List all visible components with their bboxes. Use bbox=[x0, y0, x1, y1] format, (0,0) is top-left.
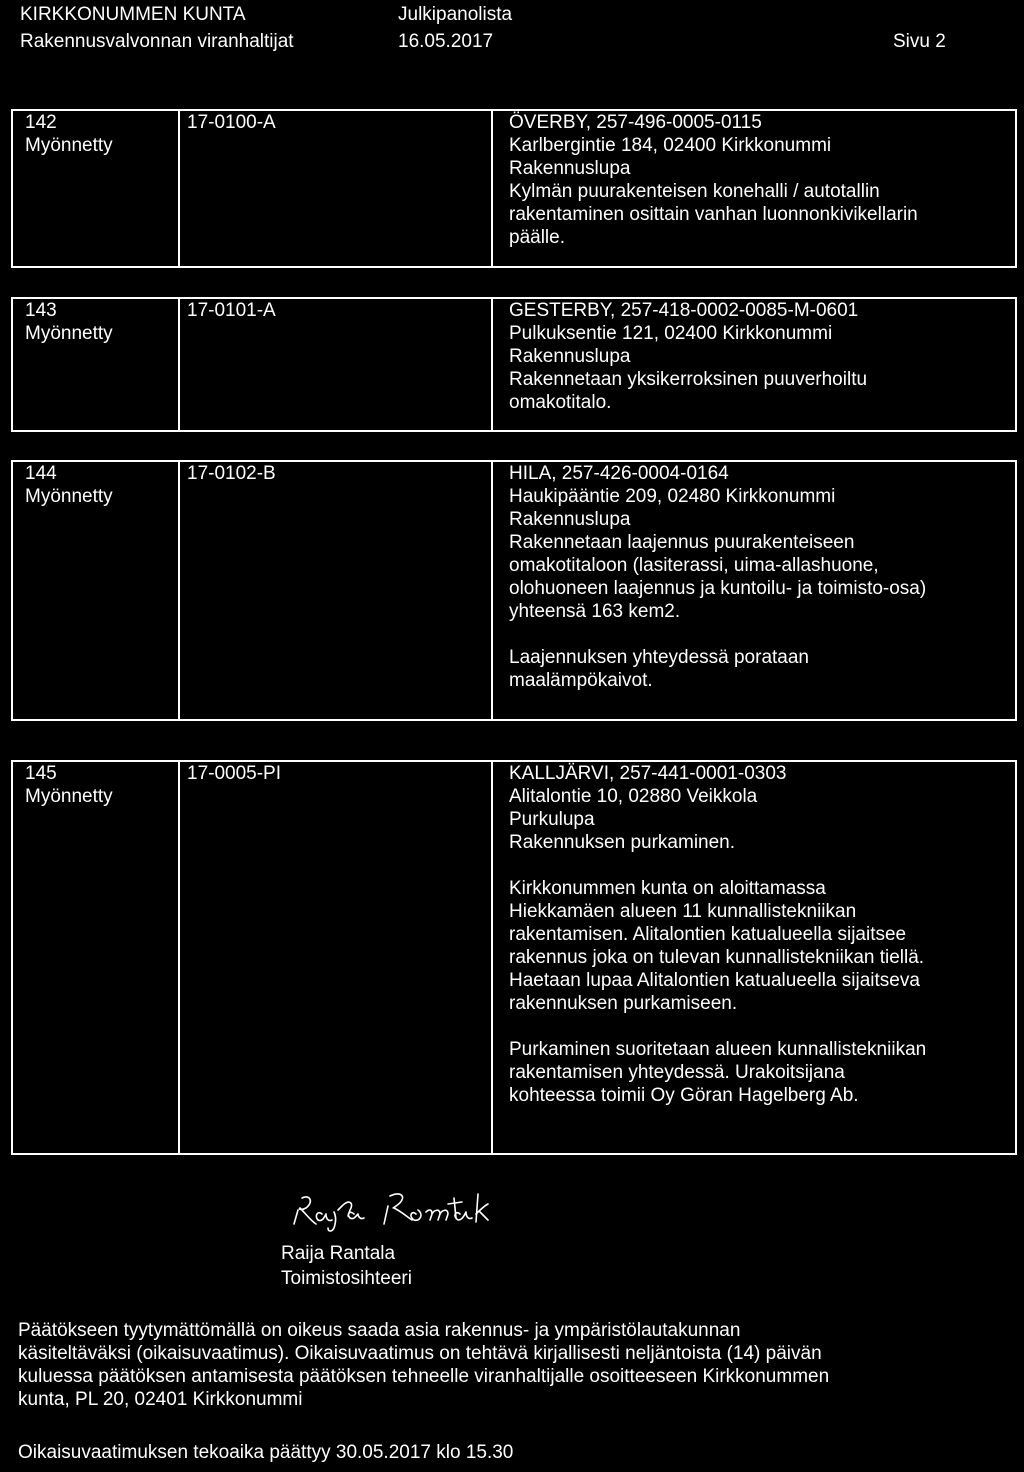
description-line: Rakennuksen purkaminen. bbox=[509, 832, 736, 853]
case-code: 17-0100-A bbox=[187, 112, 276, 133]
appeal-line: käsiteltäväksi (oikaisuvaatimus). Oikaisuvaatimus on tehtävä kirjallisesti neljäntoista (14) päivän bbox=[18, 1343, 822, 1364]
permit-type: Purkulupa bbox=[509, 809, 595, 830]
case-details bbox=[509, 462, 1014, 692]
permit-type: Rakennuslupa bbox=[509, 158, 631, 179]
header-org: KIRKKONUMMEN KUNTA bbox=[20, 4, 246, 25]
description-line: maalämpökaivot. bbox=[509, 670, 653, 691]
blank-line bbox=[509, 854, 1014, 877]
case-code: 17-0102-B bbox=[187, 463, 276, 484]
permit-type: Rakennuslupa bbox=[509, 509, 631, 530]
permit-type: Rakennuslupa bbox=[509, 346, 631, 367]
property-line: HILA, 257-426-0004-0164 bbox=[509, 463, 729, 484]
appeal-deadline: Oikaisuvaatimuksen tekoaika päättyy 30.05.2017 klo 15.30 bbox=[18, 1442, 514, 1463]
case-number: 144 bbox=[25, 463, 57, 484]
case-details bbox=[509, 762, 1014, 1107]
description-line: Laajennuksen yhteydessä porataan bbox=[509, 647, 810, 668]
description-line: rakentaminen osittain vanhan luonnonkivikellarin bbox=[509, 204, 918, 225]
signer-name: Raija Rantala bbox=[281, 1243, 396, 1264]
appeal-line: Päätökseen tyytymättömällä on oikeus saada asia rakennus- ja ympäristölautakunnan bbox=[18, 1320, 741, 1341]
description-line: Rakennetaan laajennus puurakenteiseen bbox=[509, 532, 855, 553]
description-line: Kylmän puurakenteisen konehalli / autotallin bbox=[509, 181, 880, 202]
description-line: omakotitalo. bbox=[509, 392, 612, 413]
blank-line bbox=[509, 623, 1014, 646]
case-status: Myönnetty bbox=[25, 323, 113, 344]
handwritten-signature bbox=[292, 1180, 552, 1236]
header-dept: Rakennusvalvonnan viranhaltijat bbox=[20, 31, 294, 52]
description-line: olohuoneen laajennus ja kuntoilu- ja toimisto-osa) bbox=[509, 578, 927, 599]
column-divider bbox=[491, 111, 493, 266]
case-status: Myönnetty bbox=[25, 786, 113, 807]
description-line: Hiekkamäen alueen 11 kunnallistekniikan bbox=[509, 901, 857, 922]
column-divider bbox=[178, 111, 180, 266]
description-line: Rakennetaan yksikerroksinen puuverhoiltu bbox=[509, 369, 868, 390]
description-line: yhteensä 163 kem2. bbox=[509, 601, 681, 622]
description-line: rakentamisen. Alitalontien katualueella sijaitsee bbox=[509, 924, 907, 945]
case-details bbox=[509, 299, 1014, 414]
appeal-line: kuluessa päätöksen antamisesta päätöksen tehneelle viranhaltijalle osoitteeseen Kirkkonummen bbox=[18, 1366, 830, 1387]
column-divider bbox=[178, 762, 180, 1153]
case-number: 143 bbox=[25, 300, 57, 321]
description-line: Haetaan lupaa Alitalontien katualueella sijaitseva bbox=[509, 970, 920, 991]
case-status: Myönnetty bbox=[25, 135, 113, 156]
description-line: omakotitaloon (lasiterassi, uima-allashuone, bbox=[509, 555, 879, 576]
case-code: 17-0101-A bbox=[187, 300, 276, 321]
description-line: Purkaminen suoritetaan alueen kunnallistekniikan bbox=[509, 1039, 927, 1060]
header-doc-type: Julkipanolista bbox=[398, 4, 513, 25]
property-line: KALLJÄRVI, 257-441-0001-0303 bbox=[509, 763, 787, 784]
case-code: 17-0005-PI bbox=[187, 763, 282, 784]
address-line: Haukipääntie 209, 02480 Kirkkonummi bbox=[509, 486, 836, 507]
case-number-cell bbox=[25, 762, 113, 808]
address-line: Karlbergintie 184, 02400 Kirkkonummi bbox=[509, 135, 832, 156]
address-line: Alitalontie 10, 02880 Veikkola bbox=[509, 786, 758, 807]
description-line: rakennus joka on tulevan kunnallistekniikan tiellä. bbox=[509, 947, 925, 968]
column-divider bbox=[491, 299, 493, 430]
appeal-line: kunta, PL 20, 02401 Kirkkonummi bbox=[18, 1389, 303, 1410]
description-line: Kirkkonummen kunta on aloittamassa bbox=[509, 878, 826, 899]
property-line: GESTERBY, 257-418-0002-0085-M-0601 bbox=[509, 300, 859, 321]
case-number: 145 bbox=[25, 763, 57, 784]
column-divider bbox=[178, 462, 180, 719]
case-145 bbox=[11, 760, 1017, 1155]
description-line: rakentamisen yhteydessä. Urakoitsijana bbox=[509, 1062, 845, 1083]
column-divider bbox=[491, 762, 493, 1153]
description-line: kohteessa toimii Oy Göran Hagelberg Ab. bbox=[509, 1085, 859, 1106]
column-divider bbox=[178, 299, 180, 430]
address-line: Pulkuksentie 121, 02400 Kirkkonummi bbox=[509, 323, 833, 344]
blank-line bbox=[509, 1015, 1014, 1038]
case-number-cell bbox=[25, 462, 113, 508]
case-number-cell bbox=[25, 111, 113, 157]
property-line: ÖVERBY, 257-496-0005-0115 bbox=[509, 112, 762, 133]
signer-title: Toimistosihteeri bbox=[281, 1268, 412, 1289]
header-date: 16.05.2017 bbox=[398, 31, 494, 52]
description-line: rakennuksen purkamiseen. bbox=[509, 993, 738, 1014]
column-divider bbox=[491, 462, 493, 719]
case-143 bbox=[11, 297, 1017, 432]
case-142 bbox=[11, 109, 1017, 268]
case-144 bbox=[11, 460, 1017, 721]
description-line: päälle. bbox=[509, 227, 565, 248]
header-page: Sivu 2 bbox=[893, 31, 946, 52]
case-status: Myönnetty bbox=[25, 486, 113, 507]
case-number-cell bbox=[25, 299, 113, 345]
case-details bbox=[509, 111, 1014, 249]
appeal-instructions bbox=[18, 1319, 829, 1411]
case-number: 142 bbox=[25, 112, 57, 133]
